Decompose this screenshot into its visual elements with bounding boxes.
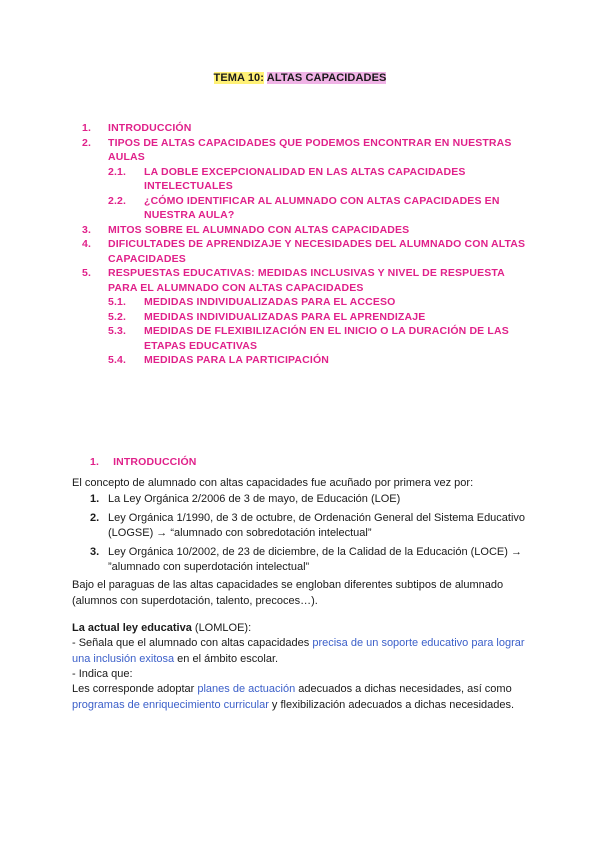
- law-point-1-end: en el ámbito escolar.: [174, 652, 279, 665]
- toc-item: [0, 310, 600, 325]
- intro-paragraph: El concepto de alumnado con altas capacidades fue acuñado por primera vez por:: [72, 477, 474, 489]
- page-title: [0, 72, 600, 84]
- toc-number: 1.: [82, 122, 92, 134]
- law-name: (LOMLOE):: [191, 622, 252, 634]
- toc-number: 5.4.: [108, 354, 127, 366]
- toc-number: 4.: [82, 238, 92, 250]
- umbrella-paragraph: Bajo el paraguas de las altas capacidades se engloban diferentes subtipos de alumnado (alumnos con superdotación, talento, precoces…).: [72, 579, 504, 607]
- law-point-1-highlight: precisa de un soporte educativo para lograr una inclusión exitosa: [72, 637, 525, 665]
- law-label: La actual ley educativa: [72, 622, 192, 634]
- toc-number: 2.2.: [108, 194, 127, 207]
- list-item: [90, 511, 540, 542]
- list-text: Ley Orgánica 10/2002, de 23 de diciembre, de la Calidad de la Educación (LOCE) → ”alumnado con superdotación intelectual”: [108, 545, 522, 573]
- list-text: Ley Orgánica 1/1990, de 3 de octubre, de Ordenación General del Sistema Educativo (LOGSE) → “alumnado con sobredotación intelectual”: [108, 511, 526, 539]
- law-point-1-start: - Señala que el alumnado con altas capacidades: [72, 637, 313, 649]
- law-point-3-end: y flexibilización adecuados a dichas necesidades.: [268, 698, 515, 711]
- toc-number: 5.: [82, 267, 92, 279]
- toc-item: [0, 136, 600, 165]
- law-point-3-highlight-1: planes de actuación: [197, 683, 296, 695]
- section-number: 1.: [90, 456, 100, 468]
- toc-text: MITOS SOBRE EL ALUMNADO CON ALTAS CAPACIDADES: [108, 223, 410, 236]
- table-of-contents: [0, 121, 600, 368]
- toc-number: 3.: [82, 223, 92, 236]
- toc-item: [0, 237, 600, 266]
- toc-item: [0, 121, 600, 136]
- laws-list: [90, 492, 540, 579]
- toc-number: 5.1.: [108, 296, 127, 308]
- toc-item: [0, 165, 600, 194]
- list-number: 2.: [90, 511, 100, 524]
- toc-item: [0, 295, 600, 310]
- toc-number: 5.3.: [108, 325, 127, 337]
- toc-item: [0, 324, 600, 353]
- law-point-3-highlight-2: programas de enriquecimiento curricular: [72, 698, 269, 711]
- toc-text: RESPUESTAS EDUCATIVAS: MEDIDAS INCLUSIVAS Y NIVEL DE RESPUESTA PARA EL ALUMNADO CON ALTAS CAPACIDADES: [108, 267, 505, 294]
- toc-text: INTRODUCCIÓN: [108, 122, 192, 134]
- law-point-3-start: Les corresponde adoptar: [72, 683, 198, 695]
- law-point-3-mid: adecuados a dichas necesidades, así como: [295, 683, 512, 695]
- toc-number: 2.: [82, 136, 92, 149]
- toc-text: MEDIDAS PARA LA PARTICIPACIÓN: [144, 354, 329, 366]
- law-label-line: [72, 621, 532, 637]
- toc-item: [0, 266, 600, 295]
- law-point-1: [72, 636, 532, 667]
- list-text: La Ley Orgánica 2/2006 de 3 de mayo, de Educación (LOE): [108, 493, 401, 505]
- list-item: [90, 492, 540, 508]
- toc-text: MEDIDAS INDIVIDUALIZADAS PARA EL APRENDIZAJE: [144, 310, 426, 323]
- toc-item: [0, 194, 600, 223]
- toc-text: TIPOS DE ALTAS CAPACIDADES QUE PODEMOS ENCONTRAR EN NUESTRAS AULAS: [108, 136, 512, 163]
- toc-text: MEDIDAS DE FLEXIBILIZACIÓN EN EL INICIO O LA DURACIÓN DE LAS ETAPAS EDUCATIVAS: [144, 325, 509, 352]
- law-point-2: - Indica que:: [72, 668, 133, 680]
- section-title: INTRODUCCIÓN: [113, 456, 197, 468]
- list-number: 1.: [90, 493, 100, 505]
- list-item: [90, 545, 540, 576]
- section-heading: [90, 456, 197, 468]
- list-number: 3.: [90, 545, 100, 558]
- title-prefix: TEMA 10:: [213, 72, 265, 84]
- toc-item: [0, 223, 600, 238]
- title-main: ALTAS CAPACIDADES: [266, 72, 387, 84]
- law-point-3: [72, 682, 532, 713]
- toc-text: LA DOBLE EXCEPCIONALIDAD EN LAS ALTAS CAPACIDADES INTELECTUALES: [144, 165, 466, 192]
- toc-text: ¿CÓMO IDENTIFICAR AL ALUMNADO CON ALTAS CAPACIDADES EN NUESTRA AULA?: [144, 194, 500, 221]
- toc-number: 2.1.: [108, 165, 127, 178]
- toc-item: [0, 353, 600, 368]
- toc-text: MEDIDAS INDIVIDUALIZADAS PARA EL ACCESO: [144, 296, 396, 308]
- toc-text: DIFICULTADES DE APRENDIZAJE Y NECESIDADES DEL ALUMNADO CON ALTAS CAPACIDADES: [108, 238, 526, 265]
- toc-number: 5.2.: [108, 310, 127, 323]
